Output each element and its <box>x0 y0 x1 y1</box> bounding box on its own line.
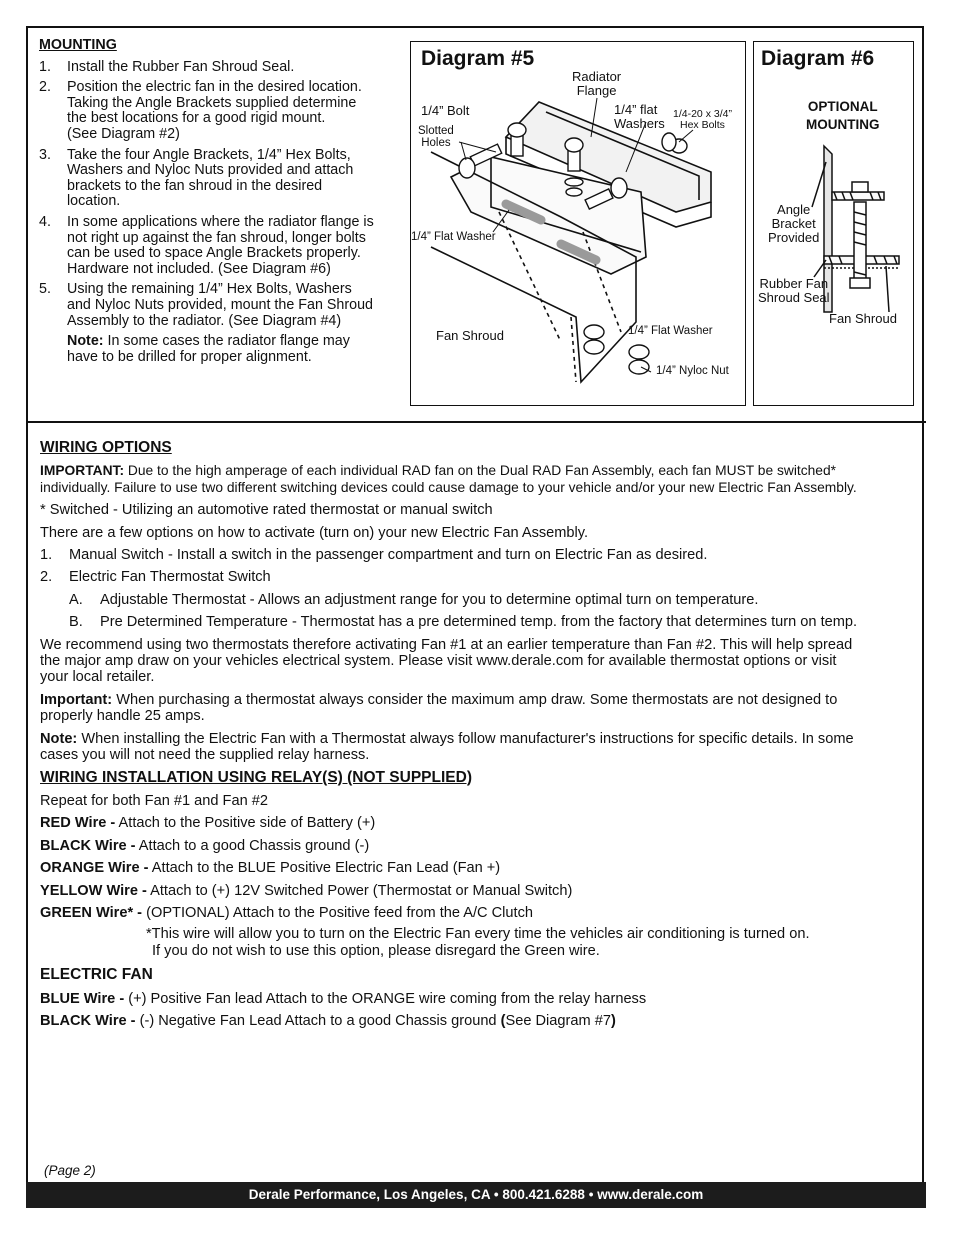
mounting-step-line: Taking the Angle Brackets supplied determine <box>67 94 357 111</box>
footer-bullet-1: • <box>493 1187 499 1202</box>
mounting-heading: MOUNTING <box>39 37 117 53</box>
mounting-section <box>38 38 408 365</box>
recommend-line3: your local retailer. <box>40 669 155 686</box>
nyloc-nut-label: 1/4” Nyloc Nut <box>656 365 729 377</box>
recommend-line2: the major amp draw on your vehicles electrical system. Please visit www.derale.com for available thermostat options or visit <box>40 653 837 670</box>
footer-phone: 800.421.6288 <box>502 1187 585 1202</box>
wire-text: Attach to the Positive side of Battery (+) <box>115 815 376 832</box>
radiator-flange-line1: Radiator <box>572 69 622 84</box>
black-wire-paren-open: ( <box>500 1012 506 1029</box>
wire-text: (OPTIONAL) Attach to the Positive feed from the A/C Clutch <box>142 904 533 921</box>
wire-label: GREEN Wire* - <box>40 904 143 921</box>
blue-wire-label: BLUE Wire - <box>40 990 125 1007</box>
wiring-heading: WIRING OPTIONS <box>40 439 172 456</box>
option-predetermined <box>40 614 920 630</box>
option-2-text: Electric Fan Thermostat Switch <box>69 569 271 586</box>
black-wire-diagram-ref: See Diagram #7 <box>505 1012 611 1029</box>
option-1-number: 1. <box>40 547 53 564</box>
important-amp-line1: When purchasing a thermostat always consider the maximum amp draw. Some thermostats are not designed to <box>112 691 838 708</box>
flat-washers-line2: Washers <box>614 116 665 131</box>
flat-washer-left-label: 1/4” Flat Washer <box>411 231 496 243</box>
option-a-letter: A. <box>69 591 83 608</box>
footer-bar <box>26 1182 926 1208</box>
wire-label: ORANGE Wire - <box>40 860 149 877</box>
mounting-step <box>38 148 408 210</box>
wire-row <box>40 838 920 854</box>
rubber-seal-label <box>758 277 830 305</box>
mounting-step-line: Hardware not included. (See Diagram #6) <box>67 260 331 277</box>
important-paragraph <box>40 463 920 496</box>
black-wire-text: (-) Negative Fan Lead Attach to a good Chassis ground <box>135 1012 501 1029</box>
mounting-note-line1: In some cases the radiator flange may <box>103 333 350 350</box>
option-adjustable <box>40 592 920 608</box>
wire-row <box>40 815 920 831</box>
mounting-step <box>38 60 408 76</box>
wire-label: YELLOW Wire - <box>40 882 147 899</box>
hex-bolts-label <box>673 109 732 130</box>
mounting-step-number: 1. <box>39 58 51 75</box>
wire-row <box>40 905 920 921</box>
important-line1: Due to the high amperage of each individual RAD fan on the Dual RAD Fan Assembly, each fan MUST be switched* <box>124 463 837 479</box>
wire-label: RED Wire - <box>40 815 116 832</box>
mounting-step <box>38 80 408 142</box>
mounting-step-number: 2. <box>39 79 51 96</box>
wire-label: BLACK Wire - <box>40 837 136 854</box>
recommend-line1: We recommend using two thermostats therefore activating Fan #1 at an earlier temperature than Fan #2. This will help spread <box>40 636 853 653</box>
thermostat-note-paragraph <box>40 731 920 764</box>
activation-intro: There are a few options on how to activate (turn on) your new Electric Fan Assembly. <box>40 524 589 541</box>
mounting-step-line: Take the four Angle Brackets, 1/4” Hex Bolts, <box>67 146 351 163</box>
option-1-text: Manual Switch - Install a switch in the passenger compartment and turn on Electric Fan as desired. <box>69 547 708 564</box>
mounting-step-line: not right up against the fan shroud, longer bolts <box>67 229 366 246</box>
optional-line1: OPTIONAL <box>807 99 878 114</box>
mounting-note <box>38 334 408 365</box>
flat-washer-right-label: 1/4” Flat Washer <box>628 325 713 337</box>
important-line2: individually. Failure to use two different switching devices could cause damage to your vehicle and/or your new Electric Fan Assembly. <box>40 479 857 495</box>
green-note-line2: If you do not wish to use this option, please disregard the Green wire. <box>152 942 600 959</box>
relay-heading: WIRING INSTALLATION USING RELAY(S) (NOT SUPPLIED) <box>40 768 472 786</box>
rubber-seal-line1: Rubber Fan <box>759 276 829 291</box>
mounting-step-line: can be used to space Angle Brackets properly. <box>67 245 361 262</box>
mounting-step <box>38 215 408 277</box>
switched-note: * Switched - Utilizing an automotive rated thermostat or manual switch <box>40 502 493 519</box>
mounting-step-line: In some applications where the radiator flange is <box>67 213 374 230</box>
angle-bracket-line2: Bracket <box>771 216 816 231</box>
wire-row <box>40 860 920 876</box>
relay-repeat: Repeat for both Fan #1 and Fan #2 <box>40 792 268 809</box>
blue-wire-row <box>40 991 920 1007</box>
mounting-step-line: brackets to the fan shroud in the desired <box>67 177 323 194</box>
diagram-6-fan-shroud-label: Fan Shroud <box>829 311 897 326</box>
electric-fan-heading: ELECTRIC FAN <box>40 966 153 984</box>
green-note-line1: *This wire will allow you to turn on the Electric Fan every time the vehicles air conditioning is turned on. <box>146 926 810 943</box>
mounting-step-line: Install the Rubber Fan Shroud Seal. <box>67 58 295 75</box>
rubber-seal-line2: Shroud Seal <box>758 290 830 305</box>
page-number: (Page 2) <box>44 1163 96 1178</box>
important-amp-paragraph <box>40 692 920 725</box>
section-divider <box>26 421 926 423</box>
angle-bracket-line1: Angle <box>777 202 811 217</box>
footer-bullet-2: • <box>588 1187 594 1202</box>
wire-row <box>40 883 920 899</box>
mounting-steps <box>38 60 408 330</box>
mounting-step-line: Position the electric fan in the desired location. <box>67 79 362 96</box>
option-a-text: Adjustable Thermostat - Allows an adjustment range for you to determine optimal turn on temperature. <box>100 591 759 608</box>
footer-company: Derale Performance, Los Angeles, CA <box>248 1187 491 1202</box>
mounting-note-line2: have to be drilled for proper alignment. <box>67 348 312 365</box>
black-wire-paren-close: ) <box>610 1012 616 1029</box>
radiator-flange-line2: Flange <box>576 83 617 98</box>
mounting-step-line: and Nyloc Nuts provided, mount the Fan Shroud <box>67 296 373 313</box>
important-amp-line2: properly handle 25 amps. <box>40 708 205 725</box>
wire-text: Attach to a good Chassis ground (-) <box>135 837 370 854</box>
mounting-step-line: (See Diagram #2) <box>67 125 180 142</box>
diagram-5-title: Diagram #5 <box>421 47 535 70</box>
mounting-step-number: 5. <box>39 281 51 298</box>
relay-wire-list <box>40 815 920 921</box>
thermostat-note-label: Note: <box>40 730 78 747</box>
mounting-step-line: the best locations for a good rigid mount. <box>67 110 326 127</box>
mounting-step-line: Assembly to the radiator. (See Diagram #4) <box>67 312 342 329</box>
angle-bracket-line3: Provided <box>768 230 820 245</box>
mounting-step-line: Using the remaining 1/4” Hex Bolts, Washers <box>67 281 352 298</box>
option-b-letter: B. <box>69 614 83 631</box>
flat-washers-label <box>614 103 665 131</box>
wire-text: Attach to the BLUE Positive Electric Fan Lead (Fan +) <box>148 860 501 877</box>
wiring-section <box>40 440 920 1029</box>
mounting-step <box>38 282 408 329</box>
slotted-holes-label <box>418 126 454 149</box>
footer-website: www.derale.com <box>597 1187 704 1202</box>
flat-washers-line1: 1/4” flat <box>614 102 658 117</box>
radiator-flange-label <box>572 70 621 98</box>
recommend-paragraph <box>40 637 920 686</box>
hex-bolts-line2: Hex Bolts <box>680 118 725 131</box>
angle-bracket-label <box>768 203 819 245</box>
wire-text: Attach to (+) 12V Switched Power (Thermostat or Manual Switch) <box>146 882 573 899</box>
optional-line2: MOUNTING <box>806 117 880 132</box>
option-thermostat <box>40 569 920 585</box>
bolt-label: 1/4” Bolt <box>421 103 470 118</box>
thermostat-note-line2: cases you will not need the supplied relay harness. <box>40 747 370 764</box>
blue-wire-text: (+) Positive Fan lead Attach to the ORANGE wire coming from the relay harness <box>124 990 647 1007</box>
black-wire-label: BLACK Wire - <box>40 1012 136 1029</box>
important-amp-label: Important: <box>40 691 113 708</box>
fan-shroud-label: Fan Shroud <box>436 328 504 343</box>
option-2-number: 2. <box>40 569 53 586</box>
slotted-holes-line1: Slotted <box>418 125 454 137</box>
hex-bolts-line1: 1/4-20 x 3/4” <box>673 108 732 120</box>
important-label: IMPORTANT: <box>40 463 125 479</box>
option-b-text: Pre Determined Temperature - Thermostat has a pre determined temp. from the factory that determines turn on temp. <box>100 614 858 631</box>
mounting-step-number: 4. <box>39 213 51 230</box>
black-wire-row <box>40 1013 920 1029</box>
mounting-step-number: 3. <box>39 146 51 163</box>
slotted-holes-line2: Holes <box>421 136 451 149</box>
thermostat-note-line1: When installing the Electric Fan with a Thermostat always follow manufacturer's instructions for specific details. In some <box>77 730 854 747</box>
mounting-note-label: Note: <box>67 333 104 350</box>
green-wire-note <box>40 926 920 959</box>
mounting-step-line: Washers and Nyloc Nuts provided and attach <box>67 162 354 179</box>
diagram-6-title: Diagram #6 <box>761 47 875 70</box>
mounting-step-line: location. <box>67 193 121 210</box>
option-manual-switch <box>40 547 920 563</box>
